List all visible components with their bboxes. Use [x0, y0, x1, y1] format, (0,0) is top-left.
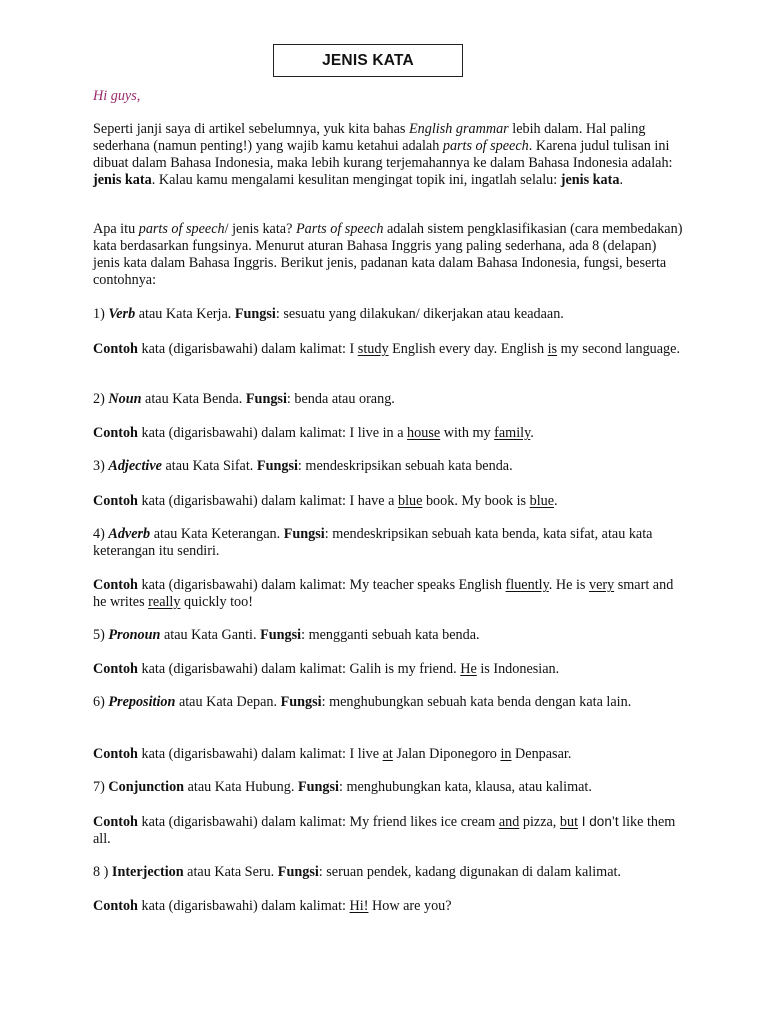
item-number: 4) — [93, 526, 109, 542]
intro-emphasis: jenis kata — [560, 172, 620, 188]
example-text: English every day. English — [388, 341, 548, 357]
example-pronoun — [93, 661, 683, 678]
item-description: : seruan pendek, kadang digunakan di dalam kalimat. — [318, 864, 621, 880]
item-number: 5) — [93, 627, 109, 643]
item-number: 3) — [93, 458, 109, 474]
intro-text: Seperti janji saya di artikel sebelumnya, yuk kita bahas — [93, 121, 409, 137]
fungsi-label: Fungsi — [283, 526, 325, 542]
example-text: . He is — [548, 577, 589, 593]
contoh-text: kata (digarisbawahi) dalam kalimat: — [137, 814, 350, 830]
item-description: : menghubungkan kata, klausa, atau kalimat. — [338, 779, 592, 795]
example-underlined-word: He — [460, 661, 477, 677]
example-underlined-word: Hi! — [349, 898, 369, 914]
example-text: with my — [440, 425, 495, 441]
item-description: : sesuatu yang dilakukan/ dikerjakan atau keadaan. — [275, 306, 564, 322]
definition-term: Parts of speech — [295, 221, 384, 237]
example-text: book. My book is — [422, 493, 530, 509]
item-term: Conjunction — [108, 779, 185, 795]
item-description: : menghubungkan sebuah kata benda dengan kata lain. — [321, 694, 632, 710]
item-translation: atau Kata Benda. — [141, 391, 246, 407]
item-translation: atau Kata Sifat. — [161, 458, 257, 474]
intro-text: . Kalau kamu mengalami kesulitan mengingat topik ini, ingatlah selalu: — [151, 172, 561, 188]
contoh-label: Contoh — [93, 493, 138, 509]
intro-text: . Karena judul tulisan ini dibuat dalam Bahasa Indonesia, maka lebih kurang terjemahannya ke dalam Bahasa Indonesia adalah: — [93, 138, 673, 171]
example-underlined-word: fluently — [505, 577, 549, 593]
contoh-label: Contoh — [93, 898, 138, 914]
item-heading-noun — [93, 391, 683, 408]
item-number: 8 ) — [93, 864, 112, 880]
definition-text: adalah sistem pengklasifikasian (cara membedakan) kata berdasarkan fungsinya. Menurut aturan Bahasa Inggris yang paling sederhana, ada 8 (delapan) jenis kata dalam Bahasa Inggris. Berikut jenis, padanan kata dalam Bahasa Indonesia, fungsi, beserta contohnya: — [93, 221, 683, 288]
item-heading-verb — [93, 306, 683, 323]
item-term: Adverb — [108, 526, 151, 542]
item-description: : mendeskripsikan sebuah kata benda, kata sifat, atau kata keterangan itu sendiri. — [93, 526, 653, 559]
fungsi-label: Fungsi — [256, 458, 298, 474]
example-underlined-word: very — [588, 577, 615, 593]
page-title: JENIS KATA — [322, 52, 414, 69]
example-underlined-word: is — [547, 341, 558, 357]
item-translation: atau Kata Depan. — [175, 694, 281, 710]
example-noun — [93, 425, 683, 442]
item-number: 2) — [93, 391, 109, 407]
example-text: Denpasar. — [511, 746, 572, 762]
example-text: I live — [349, 746, 383, 762]
example-text: I live in a — [349, 425, 408, 441]
item-description: : benda atau orang. — [286, 391, 395, 407]
item-number: 1) — [93, 306, 109, 322]
fungsi-label: Fungsi — [245, 391, 287, 407]
fungsi-label: Fungsi — [297, 779, 339, 795]
item-number: 6) — [93, 694, 109, 710]
definition-term: parts of speech — [138, 221, 225, 237]
contoh-text: kata (digarisbawahi) dalam kalimat: — [137, 425, 350, 441]
example-conjunction — [93, 813, 683, 848]
contoh-label: Contoh — [93, 341, 138, 357]
example-underlined-word: blue — [397, 493, 423, 509]
example-underlined-word: and — [498, 814, 520, 830]
contoh-text: kata (digarisbawahi) dalam kalimat: — [137, 493, 350, 509]
example-text: My teacher speaks English — [349, 577, 506, 593]
item-heading-adjective — [93, 458, 683, 475]
example-text: my second language. — [557, 341, 680, 357]
item-translation: atau Kata Keterangan. — [150, 526, 284, 542]
item-description: : mendeskripsikan sebuah kata benda. — [297, 458, 513, 474]
example-text: smart and he writes — [93, 577, 674, 610]
example-text: How are you? — [368, 898, 452, 914]
greeting: Hi guys, — [93, 88, 141, 104]
fungsi-label: Fungsi — [277, 864, 319, 880]
example-text: I have a — [349, 493, 398, 509]
item-term: Noun — [108, 391, 142, 407]
example-adjective — [93, 493, 683, 510]
contoh-label: Contoh — [93, 577, 138, 593]
example-adverb — [93, 577, 683, 611]
item-translation: atau Kata Hubung. — [184, 779, 298, 795]
fungsi-label: Fungsi — [280, 694, 322, 710]
contoh-text: kata (digarisbawahi) dalam kalimat: — [137, 661, 350, 677]
definition-text: Apa itu — [93, 221, 139, 237]
item-description: : mengganti sebuah kata benda. — [301, 627, 480, 643]
fungsi-label: Fungsi — [234, 306, 276, 322]
item-translation: atau Kata Kerja. — [135, 306, 235, 322]
example-underlined-word: family — [494, 425, 531, 441]
example-text: . — [554, 493, 558, 509]
item-term: Preposition — [108, 694, 176, 710]
item-heading-interjection — [93, 864, 683, 881]
example-text: I — [349, 341, 358, 357]
item-heading-adverb — [93, 526, 683, 560]
example-underlined-word: at — [382, 746, 393, 762]
example-underlined-word: house — [407, 425, 441, 441]
contoh-text: kata (digarisbawahi) dalam kalimat: — [137, 746, 350, 762]
intro-text: lebih dalam. Hal paling sederhana (namun penting!) yang wajib kamu ketahui adalah — [93, 121, 646, 154]
example-verb — [93, 341, 683, 358]
item-term: Verb — [108, 306, 136, 322]
example-text: My friend likes ice cream — [349, 814, 499, 830]
example-underlined-word: in — [500, 746, 512, 762]
example-text: Jalan Diponegoro — [392, 746, 501, 762]
contoh-label: Contoh — [93, 814, 138, 830]
intro-term: English grammar — [408, 121, 509, 137]
item-term: Adjective — [108, 458, 162, 474]
example-underlined-word: really — [148, 594, 181, 610]
contoh-label: Contoh — [93, 746, 138, 762]
item-term: Interjection — [111, 864, 184, 880]
example-underlined-word: but — [559, 814, 579, 830]
contoh-label: Contoh — [93, 425, 138, 441]
item-term: Pronoun — [108, 627, 161, 643]
example-text: Galih is my friend. — [349, 661, 461, 677]
example-text: pizza, — [519, 814, 560, 830]
fungsi-label: Fungsi — [260, 627, 302, 643]
example-text: like them all. — [93, 814, 676, 847]
item-number: 7) — [93, 779, 109, 795]
example-text: is Indonesian. — [476, 661, 560, 677]
example-text: . — [530, 425, 534, 441]
item-heading-pronoun — [93, 627, 683, 644]
example-underlined-word: blue — [529, 493, 555, 509]
definition-text: / jenis kata? — [224, 221, 296, 237]
contoh-label: Contoh — [93, 661, 138, 677]
intro-emphasis: jenis kata — [93, 172, 152, 188]
example-text: quickly too! — [180, 594, 253, 610]
contoh-text: kata (digarisbawahi) dalam kalimat: — [137, 898, 350, 914]
contoh-text: kata (digarisbawahi) dalam kalimat: — [137, 577, 350, 593]
item-heading-conjunction — [93, 779, 683, 796]
intro-text: . — [619, 172, 623, 188]
example-interjection — [93, 898, 683, 915]
example-preposition — [93, 746, 683, 763]
item-heading-preposition — [93, 694, 683, 711]
example-text: I don’t — [578, 814, 619, 829]
title-box — [273, 44, 463, 77]
intro-paragraph — [93, 121, 683, 189]
item-translation: atau Kata Seru. — [183, 864, 278, 880]
contoh-text: kata (digarisbawahi) dalam kalimat: — [137, 341, 350, 357]
item-translation: atau Kata Ganti. — [160, 627, 261, 643]
definition-paragraph — [93, 221, 683, 289]
example-underlined-word: study — [357, 341, 389, 357]
intro-term: parts of speech — [442, 138, 529, 154]
